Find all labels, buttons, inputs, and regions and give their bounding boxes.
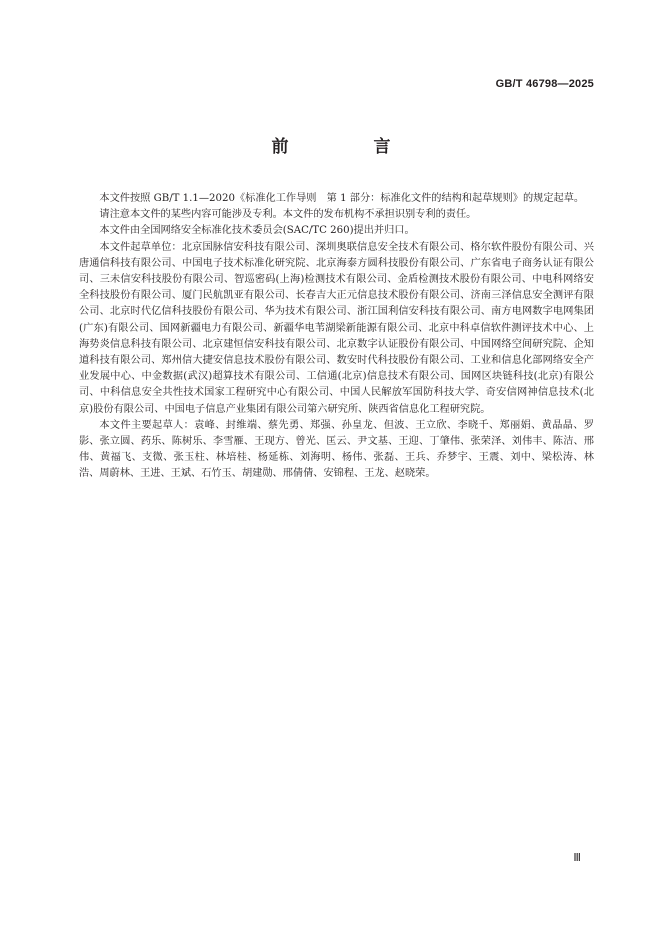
paragraph-proposer: 本文件由全国网络安全标准化技术委员会(SAC/TC 260)提出并归口。 [99,225,415,237]
page-title: 前 言 [271,137,425,157]
paragraph-drafting-organizations: 本文件起草单位：北京国脉信安科技有限公司、深圳奥联信息安全技术有限公司、格尔软件股份有限公司、兴唐通信科技有限公司、中国电子技术标准化研究院、北京海泰方圆科技股份有限公司、广东省电子商务认证有限公司、三未信安科技股份有限公司、智巡密码(上海)检测技术有限公司、金盾检测技术股份有限公司、中电科网络安全科技股份有限公司、厦门民航凯亚有限公司、长春吉大正元信息技术股份有限公司、济南三泽信息安全测评有限公司、北京时代亿信科技股份有限公司、华为技术有限公司、浙江国利信安科技有限公司、南方电网数字电网集团(广东)有限公司、国网新疆电力有限公司、新疆华电苇湖梁新能源有限公司、北京中科卓信软件测评技术中心、上海势炎信息科技有限公司、北京建恒信安科技有限公司、北京数字认证股份有限公司、中国网络空间研究院、企知道科技有限公司、郑州信大捷安信息技术股份有限公司、数安时代科技股份有限公司、工业和信息化部网络安全产业发展中心、中金数据(武汉)超算技术有限公司、工信通(北京)信息技术有限公司、国网区块链科技(北京)有限公司、中科信息安全共性技术国家工程研究中心有限公司、中国人民解放军国防科技大学、奇安信网神信息技术(北京)股份有限公司、中国电子信息产业集团有限公司第六研究所、陕西省信息化工程研究院。 [79,241,594,415]
standard-code: GB/T 46798—2025 [495,78,594,90]
paragraph-patent-notice: 请注意本文件的某些内容可能涉及专利。本文件的发布机构不承担识别专利的责任。 [99,209,477,221]
paragraph-main-drafters: 本文件主要起草人：袁峰、封维端、蔡先勇、郑强、孙皇龙、但波、王立欣、李晓千、郑丽娟、黄晶晶、罗影、张立圆、药乐、陈树乐、李雪雁、王现方、曾光、匡云、尹文基、王迎、丁肇伟、张荣泽、刘伟丰、陈洁、邢伟、黄福飞、支微、张玉柱、林培桂、杨延栋、刘海明、杨伟、张磊、王兵、乔梦宇、王震、刘中、梁松涛、林浩、周蔚林、王进、王斌、石竹玉、胡建勋、邢倩倩、安锦程、王龙、赵晓荣。 [79,419,594,480]
page-number: Ⅲ [573,852,581,864]
paragraph-drafting-rules: 本文件按照 GB/T 1.1—2020《标准化工作导则 第 1 部分：标准化文件的结构和起草规则》的规定起草。 [99,193,585,204]
foreword-body [79,191,594,483]
